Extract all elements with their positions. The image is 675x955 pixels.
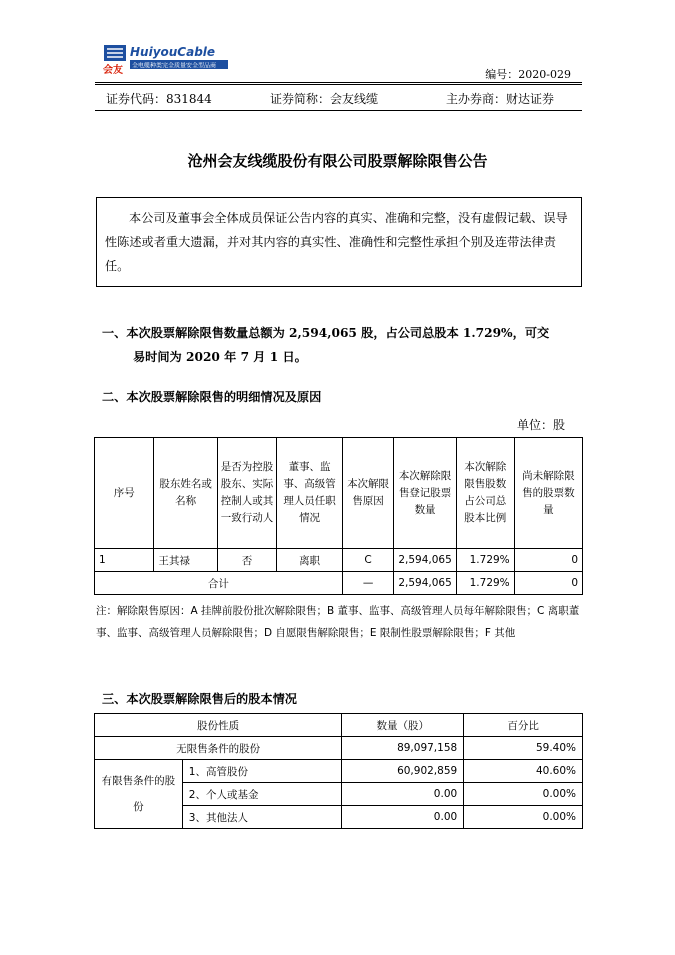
cell-label: 3、其他法人: [182, 806, 342, 829]
col-header: 本次解除限售股数占公司总股本比例: [456, 438, 514, 549]
cell-controller: 否: [217, 549, 277, 572]
header-bottom-divider: [95, 110, 582, 111]
cell-position: 离职: [277, 549, 342, 572]
unit-label: 单位：股: [516, 418, 565, 432]
cell-reason: C: [342, 549, 394, 572]
table-header-row: [95, 714, 583, 737]
cell-qty: 2,594,065: [394, 549, 456, 572]
cell-no: 1: [95, 549, 154, 572]
restricted-label: 有限售条件的股份: [95, 760, 183, 829]
cell-label: 1、高管股份: [182, 760, 342, 783]
col-header: 数量（股）: [342, 714, 464, 737]
table-header-row: [95, 438, 583, 549]
logo-slogan: 全电缆种类完全质量安全型品商: [132, 62, 217, 70]
page-title: 沧州会友线缆股份有限公司股票解除限售公告: [187, 152, 488, 170]
section-1-line-1: 一、本次股票解除限售数量总额为 2,594,065 股，占公司总股本 1.729%，可交: [102, 326, 550, 340]
cell-label: 2、个人或基金: [182, 783, 342, 806]
table-row: [95, 760, 583, 783]
col-header: 百分比: [464, 714, 583, 737]
total-qty: 2,594,065: [394, 572, 456, 595]
total-reason: —: [342, 572, 394, 595]
section-3-heading: 三、本次股票解除限售后的股本情况: [102, 692, 297, 706]
cell-qty: 0.00: [342, 783, 464, 806]
logo-mark-icon: [104, 45, 126, 61]
security-code: 证券代码：831844: [106, 92, 212, 106]
section-1-line-2: 易时间为 2020 年 7 月 1 日。: [133, 350, 307, 364]
col-header: 董事、监事、高级管理人员任职情况: [277, 438, 342, 549]
col-header: 本次解除限售登记股票数量: [394, 438, 456, 549]
cell-pct: 59.40%: [464, 737, 583, 760]
total-ratio: 1.729%: [456, 572, 514, 595]
col-header: 股东姓名或名称: [154, 438, 217, 549]
share-capital-table: [94, 713, 583, 829]
logo-text: HuiyouCable: [130, 45, 216, 59]
col-header: 是否为控股股东、实际控制人或其一致行动人: [217, 438, 277, 549]
section-1: [102, 321, 582, 369]
statement-box: [96, 197, 582, 287]
col-header: 序号: [95, 438, 154, 549]
cell-label: 无限售条件的股份: [95, 737, 342, 760]
sponsor-broker: 主办券商：财达证券: [446, 92, 555, 106]
header-divider-thin: [95, 84, 582, 85]
release-detail-table: [94, 437, 583, 595]
cell-name: 王其禄: [154, 549, 217, 572]
header-divider: [95, 82, 582, 83]
cell-pct: 0.00%: [464, 806, 583, 829]
cell-ratio: 1.729%: [456, 549, 514, 572]
security-name: 证券简称：会友线缆: [270, 92, 379, 106]
logo-cn: 会友: [103, 65, 123, 76]
table-total-row: [95, 572, 583, 595]
cell-qty: 60,902,859: [342, 760, 464, 783]
statement-text: 本公司及董事会全体成员保证公告内容的真实、准确和完整，没有虚假记载、误导性陈述或者重大遗漏，并对其内容的真实性、准确性和完整性承担个别及连带法律责任。: [105, 211, 568, 273]
cell-pct: 40.60%: [464, 760, 583, 783]
cell-qty: 0.00: [342, 806, 464, 829]
company-logo: [102, 42, 230, 76]
total-remaining: 0: [514, 572, 582, 595]
table-row: [95, 549, 583, 572]
release-reason-note: 注：解除限售原因：A 挂牌前股份批次解除限售；B 董事、监事、高级管理人员每年解除限售；C 离职董事、监事、高级管理人员解除限售；D 自愿限售解除限售；E 限制性股票解除限售；F 其他: [96, 605, 580, 639]
section-2-heading: 二、本次股票解除限售的明细情况及原因: [102, 390, 322, 404]
document-number: 编号：2020-029: [485, 68, 571, 81]
cell-qty: 89,097,158: [342, 737, 464, 760]
col-header: 尚未解除限售的股票数量: [514, 438, 582, 549]
cell-pct: 0.00%: [464, 783, 583, 806]
cell-remaining: 0: [514, 549, 582, 572]
col-header: 本次解限售原因: [342, 438, 394, 549]
col-header: 股份性质: [95, 714, 342, 737]
total-label: 合计: [95, 572, 343, 595]
table-row: [95, 737, 583, 760]
